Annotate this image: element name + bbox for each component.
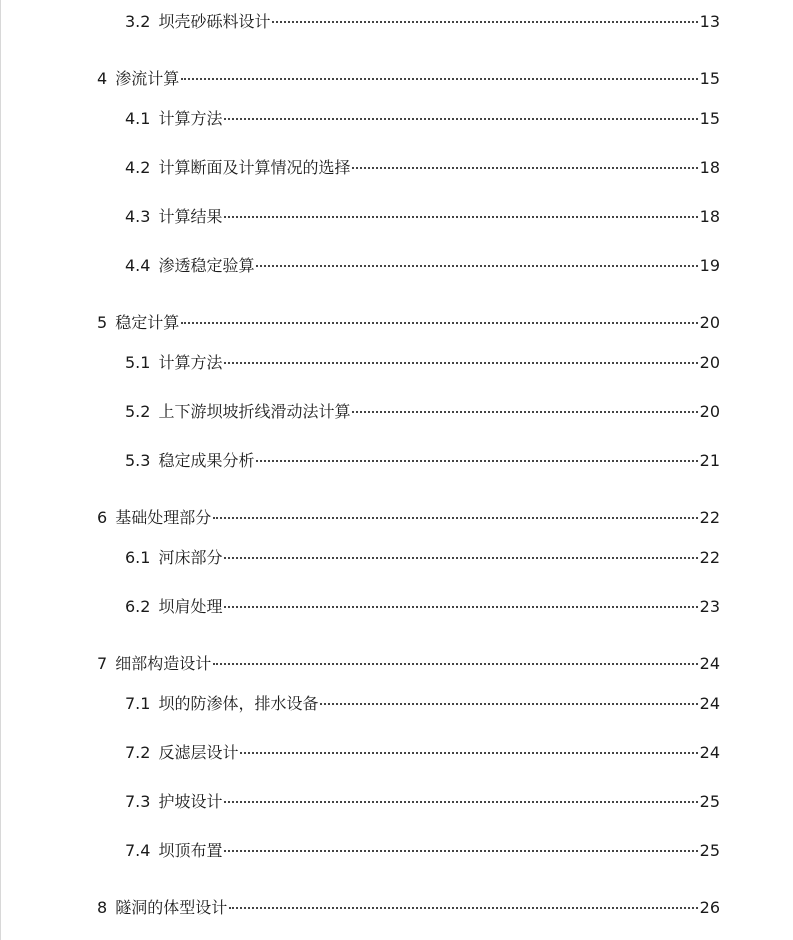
toc-entry[interactable] (125, 353, 720, 373)
toc-entry-number: 4.4 (125, 256, 151, 275)
toc-entry-title: 隧洞的体型设计 (115, 898, 228, 917)
toc-leader-dots (181, 322, 697, 324)
toc-entry-number: 7.2 (125, 743, 151, 762)
toc-entry-page: 15 (699, 109, 720, 128)
toc-entry-page: 15 (699, 69, 720, 88)
toc-entry[interactable] (125, 548, 720, 568)
toc-leader-dots (224, 801, 697, 803)
toc-entry-page: 19 (699, 256, 720, 275)
toc-leader-dots (229, 907, 697, 909)
toc-entry[interactable] (125, 109, 720, 129)
toc-entry-number: 5.1 (125, 353, 151, 372)
toc-leader-dots (213, 663, 697, 665)
toc-entry-page: 22 (699, 548, 720, 567)
toc-entry-title: 基础处理部分 (115, 508, 212, 527)
toc-leader-dots (224, 606, 697, 608)
toc-entry[interactable] (97, 69, 720, 89)
toc-entry-page: 23 (699, 597, 720, 616)
toc-entry-page: 25 (699, 841, 720, 860)
toc-entry-title: 反滤层设计 (158, 743, 239, 762)
toc-entry-page: 20 (699, 402, 720, 421)
toc-entry[interactable] (125, 256, 720, 276)
toc-entry-title: 计算方法 (158, 353, 223, 372)
toc-entry-title: 计算方法 (158, 109, 223, 128)
toc-entry-number: 7 (97, 654, 108, 673)
toc-leader-dots (240, 752, 697, 754)
toc-entry-title: 计算断面及计算情况的选择 (158, 158, 351, 177)
toc-entry-number: 7.1 (125, 694, 151, 713)
toc-entry[interactable] (125, 694, 720, 714)
toc-leader-dots (256, 460, 697, 462)
toc-entry[interactable] (125, 792, 720, 812)
toc-entry[interactable] (97, 654, 720, 674)
toc-entry-page: 18 (699, 158, 720, 177)
toc-entry-page: 13 (699, 12, 720, 31)
toc-entry-page: 18 (699, 207, 720, 226)
toc-entry[interactable] (97, 313, 720, 333)
toc-entry-title: 坝的防渗体，排水设备 (158, 694, 319, 713)
toc-entry-number: 5.2 (125, 402, 151, 421)
toc-leader-dots (352, 411, 697, 413)
toc-entry-title: 稳定成果分析 (158, 451, 255, 470)
toc-entry-page: 21 (699, 451, 720, 470)
toc-leader-dots (224, 216, 697, 218)
toc-entry-title: 坝肩处理 (158, 597, 223, 616)
toc-entry[interactable] (125, 451, 720, 471)
toc-entry[interactable] (125, 402, 720, 422)
toc-entry-number: 5.3 (125, 451, 151, 470)
toc-entry[interactable] (125, 841, 720, 861)
toc-entry[interactable] (125, 597, 720, 617)
toc-entry-number: 4.3 (125, 207, 151, 226)
toc-leader-dots (181, 78, 697, 80)
toc-entry-number: 6 (97, 508, 108, 527)
toc-entry[interactable] (97, 508, 720, 528)
toc-entry-page: 20 (699, 353, 720, 372)
toc-entry-page: 24 (699, 654, 720, 673)
toc-entry-title: 上下游坝坡折线滑动法计算 (158, 402, 351, 421)
toc-entry-title: 细部构造设计 (115, 654, 212, 673)
toc-entry-page: 22 (699, 508, 720, 527)
toc-entry[interactable] (125, 12, 720, 32)
toc-entry-number: 3.2 (125, 12, 151, 31)
toc-entry-number: 7.4 (125, 841, 151, 860)
toc-leader-dots (224, 557, 697, 559)
toc-leader-dots (224, 362, 697, 364)
toc-entry-title: 河床部分 (158, 548, 223, 567)
toc-leader-dots (320, 703, 697, 705)
toc-entry-page: 25 (699, 792, 720, 811)
toc-entry[interactable] (97, 898, 720, 918)
toc-entry-number: 5 (97, 313, 108, 332)
toc-entry-page: 24 (699, 743, 720, 762)
toc-entry-number: 7.3 (125, 792, 151, 811)
toc-entry-number: 4 (97, 69, 108, 88)
toc-leader-dots (352, 167, 697, 169)
toc-leader-dots (224, 118, 697, 120)
toc-entry-title: 渗透稳定验算 (158, 256, 255, 275)
toc-leader-dots (213, 517, 697, 519)
toc-entry-title: 计算结果 (158, 207, 223, 226)
toc-entry-title: 稳定计算 (115, 313, 180, 332)
toc-leader-dots (256, 265, 697, 267)
toc-entry[interactable] (125, 207, 720, 227)
toc-entry-page: 24 (699, 694, 720, 713)
toc-leader-dots (224, 850, 697, 852)
toc-entry-title: 坝壳砂砾料设计 (158, 12, 271, 31)
toc-entry[interactable] (125, 743, 720, 763)
toc-entry-number: 6.1 (125, 548, 151, 567)
toc-entry-title: 渗流计算 (115, 69, 180, 88)
toc-entry-number: 8 (97, 898, 108, 917)
toc-entry[interactable] (125, 158, 720, 178)
toc-entry-number: 6.2 (125, 597, 151, 616)
toc-entry-number: 4.1 (125, 109, 151, 128)
toc-entry-page: 20 (699, 313, 720, 332)
toc-entry-page: 26 (699, 898, 720, 917)
toc-entry-title: 坝顶布置 (158, 841, 223, 860)
toc-leader-dots (272, 21, 697, 23)
toc-entry-number: 4.2 (125, 158, 151, 177)
toc-entry-title: 护坡设计 (158, 792, 223, 811)
